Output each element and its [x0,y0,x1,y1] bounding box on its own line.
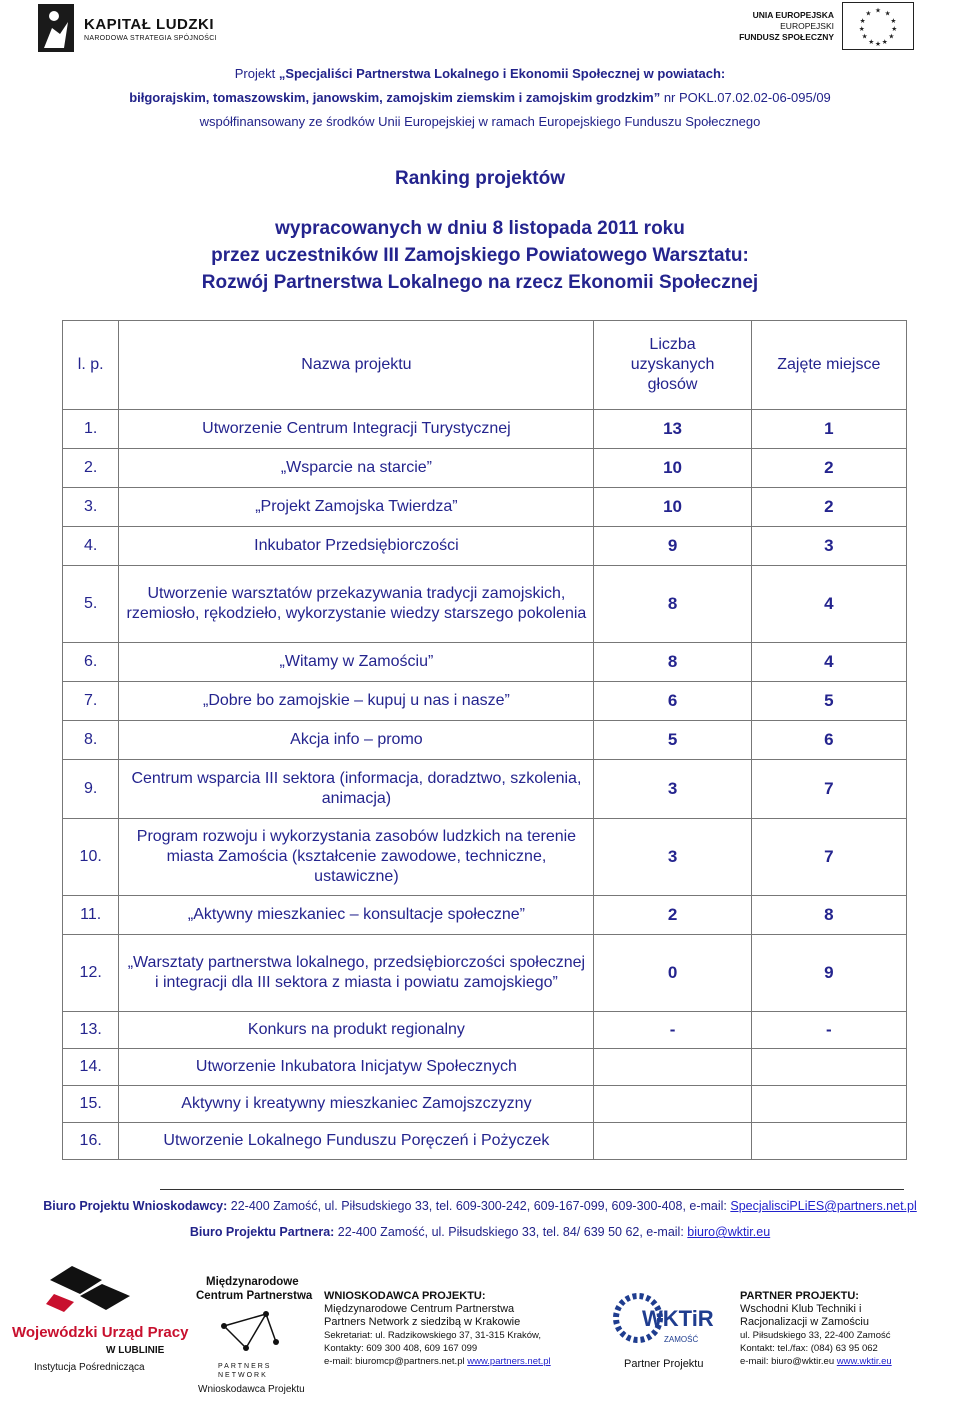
applicant-line1: Międzynarodowe Centrum Partnerstwa [324,1303,515,1315]
partner-website-link[interactable]: www.wktir.eu [836,1356,892,1367]
svg-text:★: ★ [881,38,888,47]
footer-partner-label: Biuro Projektu Partnera: [189,1225,335,1239]
kl-title: KAPITAŁ LUDZKI [84,16,215,33]
partner-line3: ul. Piłsudskiego 33, 22-400 Zamość [740,1330,891,1341]
row-votes: 10 [594,449,751,488]
mcp-name-1: Międzynarodowe [206,1276,299,1288]
ue-line3: FUNDUSZ SPOŁECZNY [739,32,834,42]
row-place [751,1123,906,1160]
page-title: Ranking projektów [395,168,565,189]
ue-line2: EUROPEJSKI [780,21,834,31]
table-row [63,760,907,819]
table-header-row [63,321,907,410]
table-row [63,566,907,643]
row-lp: 10. [63,819,119,896]
wup-name: Wojewódzki Urząd Pracy [12,1324,189,1341]
footer-partner-text: 22-400 Zamość, ul. Piłsudskiego 33, tel. 84/ 639 50 62, e-mail: [334,1225,688,1239]
row-votes: 3 [594,819,751,896]
row-name: Utworzenie Inkubatora Inicjatyw Społecznych [119,1049,594,1086]
row-place: 1 [751,410,906,449]
col-header-name: Nazwa projektu [119,321,594,410]
svg-text:★: ★ [865,9,872,18]
table-row [63,721,907,760]
row-name: Utworzenie Lokalnego Funduszu Poręczeń i Pożyczek [119,1123,594,1160]
row-place: 2 [751,488,906,527]
kapital-ludzki-icon [38,4,74,52]
row-votes: 0 [594,935,751,1012]
wktir-logo [610,1288,720,1376]
page-subtitle [0,215,960,296]
wup-role: Instytucja Pośrednicząca [34,1362,145,1373]
partner-line4: Kontakt: tel./fax: (084) 63 95 062 [740,1343,878,1354]
row-place: - [751,1012,906,1049]
partner-line1: Wschodni Klub Techniki i [740,1303,862,1315]
applicant-line2: Partners Network z siedzibą w Krakowie [324,1316,521,1328]
row-name: „Projekt Zamojska Twierdza” [119,488,594,527]
row-votes: 3 [594,760,751,819]
table-row [63,682,907,721]
row-lp: 8. [63,721,119,760]
row-lp: 16. [63,1123,119,1160]
row-votes: - [594,1012,751,1049]
wktir-logo-text: WKTiR [642,1306,714,1331]
subtitle-line3: Rozwój Partnerstwa Lokalnego na rzecz Ekonomii Społecznej [201,272,759,293]
ue-line1: UNIA EUROPEJSKA [752,10,834,20]
wup-emblem-icon [10,1262,180,1322]
row-place: 8 [751,896,906,935]
row-lp: 7. [63,682,119,721]
row-place: 6 [751,721,906,760]
eu-logo [734,2,914,52]
row-place: 3 [751,527,906,566]
wktir-emblem-icon [612,1288,716,1350]
svg-text:★: ★ [875,40,881,49]
kapital-ludzki-logo [38,4,238,54]
applicant-info [324,1290,594,1368]
row-votes: 5 [594,721,751,760]
partner-line2: Racjonalizacji w Zamościu [740,1316,869,1328]
col-header-place: Zajęte miejsce [751,321,906,410]
row-lp: 9. [63,760,119,819]
footer-partner-office [0,1225,960,1239]
row-name: „Aktywny mieszkaniec – konsultacje społeczne” [119,896,594,935]
project-banner-line1 [0,66,960,81]
row-name: Utworzenie warsztatów przekazywania tradycji zamojskich, rzemiosło, rękodzieło, wykorzystanie wiedzy starszego pokolenia [119,566,594,643]
wup-city: W LUBLINIE [106,1345,165,1356]
applicant-website-link[interactable]: www.partners.net.pl [467,1356,551,1367]
row-lp: 15. [63,1086,119,1123]
project-banner-line2 [0,90,960,105]
row-name: Konkurs na produkt regionalny [119,1012,594,1049]
row-place: 4 [751,566,906,643]
svg-text:★: ★ [859,17,866,26]
project-number: nr POKL.07.02.02-06-095/09 [660,90,831,105]
project-banner-line3: współfinansowany ze środków Unii Europejskiej w ramach Europejskiego Funduszu Społecznego [199,114,761,129]
row-lp: 12. [63,935,119,1012]
row-votes: 8 [594,643,751,682]
row-place: 7 [751,760,906,819]
table-row [63,1049,907,1086]
project-districts: biłgorajskim, tomaszowskim, janowskim, zamojskim ziemskim i zamojskim grodzkim” [129,90,661,105]
mcp-name-2: Centrum Partnerstwa [196,1290,313,1302]
row-name: Utworzenie Centrum Integracji Turystycznej [119,410,594,449]
table-row [63,488,907,527]
row-name: Aktywny i kreatywny mieszkaniec Zamojszczyzny [119,1086,594,1123]
subtitle-line1: wypracowanych w dniu 8 listopada 2011 roku [275,218,685,239]
table-row [63,1123,907,1160]
footer-applicant-text: 22-400 Zamość, ul. Piłsudskiego 33, tel. 609-300-242, 609-167-099, 609-300-408, e-mail: [227,1199,731,1213]
eu-flag-icon [842,2,914,50]
row-name: „Dobre bo zamojskie – kupuj u nas i nasze” [119,682,594,721]
row-name: Program rozwoju i wykorzystania zasobów ludzkich na terenie miasta Zamościa (kształcenie zawodowe, techniczne, ustawiczne) [119,819,594,896]
row-lp: 6. [63,643,119,682]
footer-partner-email-link[interactable]: biuro@wktir.eu [687,1225,771,1239]
footer-applicant-office [0,1199,960,1213]
partner-line5: e-mail: biuro@wktir.eu [740,1356,837,1367]
applicant-line4: Kontakty: 609 300 408, 609 167 099 [324,1343,478,1354]
svg-text:★: ★ [868,38,875,47]
row-votes: 6 [594,682,751,721]
row-lp: 14. [63,1049,119,1086]
partners-network-logo-text: PARTNERS NETWORK [218,1363,272,1379]
row-place: 4 [751,643,906,682]
row-place: 9 [751,935,906,1012]
ranking-table [62,320,907,1160]
row-name: Inkubator Przedsiębiorczości [119,527,594,566]
svg-text:★: ★ [891,24,898,33]
footer-applicant-label: Biuro Projektu Wnioskodawcy: [43,1199,228,1213]
row-lp: 11. [63,896,119,935]
kl-subtitle: NARODOWA STRATEGIA SPÓJNOŚCI [84,35,217,42]
wup-logo [10,1262,189,1382]
row-votes: 8 [594,566,751,643]
partner-info [740,1290,955,1368]
row-name: „Warsztaty partnerstwa lokalnego, przedsiębiorczości społecznej i integracji dla III sektora z miasta i powiatu zamojskiego” [119,935,594,1012]
row-name: „Witamy w Zamościu” [119,643,594,682]
table-row [63,935,907,1012]
row-votes: 2 [594,896,751,935]
row-name: Centrum wsparcia III sektora (informacja, doradztwo, szkolenia, animacja) [119,760,594,819]
applicant-line5: e-mail: biuromcp@partners.net.pl [324,1356,468,1367]
table-row [63,527,907,566]
col-header-votes: Liczba uzyskanych głosów [594,321,751,410]
row-lp: 13. [63,1012,119,1049]
table-row [63,449,907,488]
row-votes: 13 [594,410,751,449]
svg-text:★: ★ [890,17,897,26]
mcp-logo [192,1276,320,1400]
row-name: „Wsparcie na starcie” [119,449,594,488]
row-name: Akcja info – promo [119,721,594,760]
mcp-role: Wnioskodawca Projektu [198,1384,305,1395]
svg-text:★: ★ [858,24,865,33]
svg-text:★: ★ [875,6,881,15]
applicant-heading: WNIOSKODAWCA PROJEKTU: [324,1290,486,1302]
row-votes: 10 [594,488,751,527]
project-name: „Specjaliści Partnerstwa Lokalnego i Ekonomii Społecznej w powiatach: [278,66,726,81]
svg-text:★: ★ [884,9,891,18]
table-row [63,410,907,449]
row-place: 2 [751,449,906,488]
row-lp: 2. [63,449,119,488]
row-votes [594,1123,751,1160]
footer-divider [160,1189,904,1190]
table-row [63,1086,907,1123]
row-place: 5 [751,682,906,721]
row-lp: 3. [63,488,119,527]
partner-heading: PARTNER PROJEKTU: [740,1290,859,1302]
row-place [751,1086,906,1123]
svg-text:★: ★ [861,32,868,41]
row-place: 7 [751,819,906,896]
table-row [63,896,907,935]
table-row [63,643,907,682]
table-row [63,819,907,896]
footer-applicant-email-link[interactable]: SpecjalisciPLiES@partners.net.pl [730,1199,917,1213]
row-lp: 1. [63,410,119,449]
project-prefix: Projekt [234,66,279,81]
row-lp: 4. [63,527,119,566]
row-lp: 5. [63,566,119,643]
applicant-line3: Sekretariat: ul. Radzikowskiego 37, 31-315 Kraków, [324,1330,542,1341]
table-row [63,1012,907,1049]
wktir-role: Partner Projektu [624,1358,704,1370]
row-votes [594,1086,751,1123]
row-votes [594,1049,751,1086]
col-header-lp: l. p. [63,321,119,410]
row-votes: 9 [594,527,751,566]
subtitle-line2: przez uczestników III Zamojskiego Powiatowego Warsztatu: [211,245,749,266]
row-place [751,1049,906,1086]
wktir-city: ZAMOŚĆ [664,1335,699,1344]
svg-text:★: ★ [888,32,895,41]
